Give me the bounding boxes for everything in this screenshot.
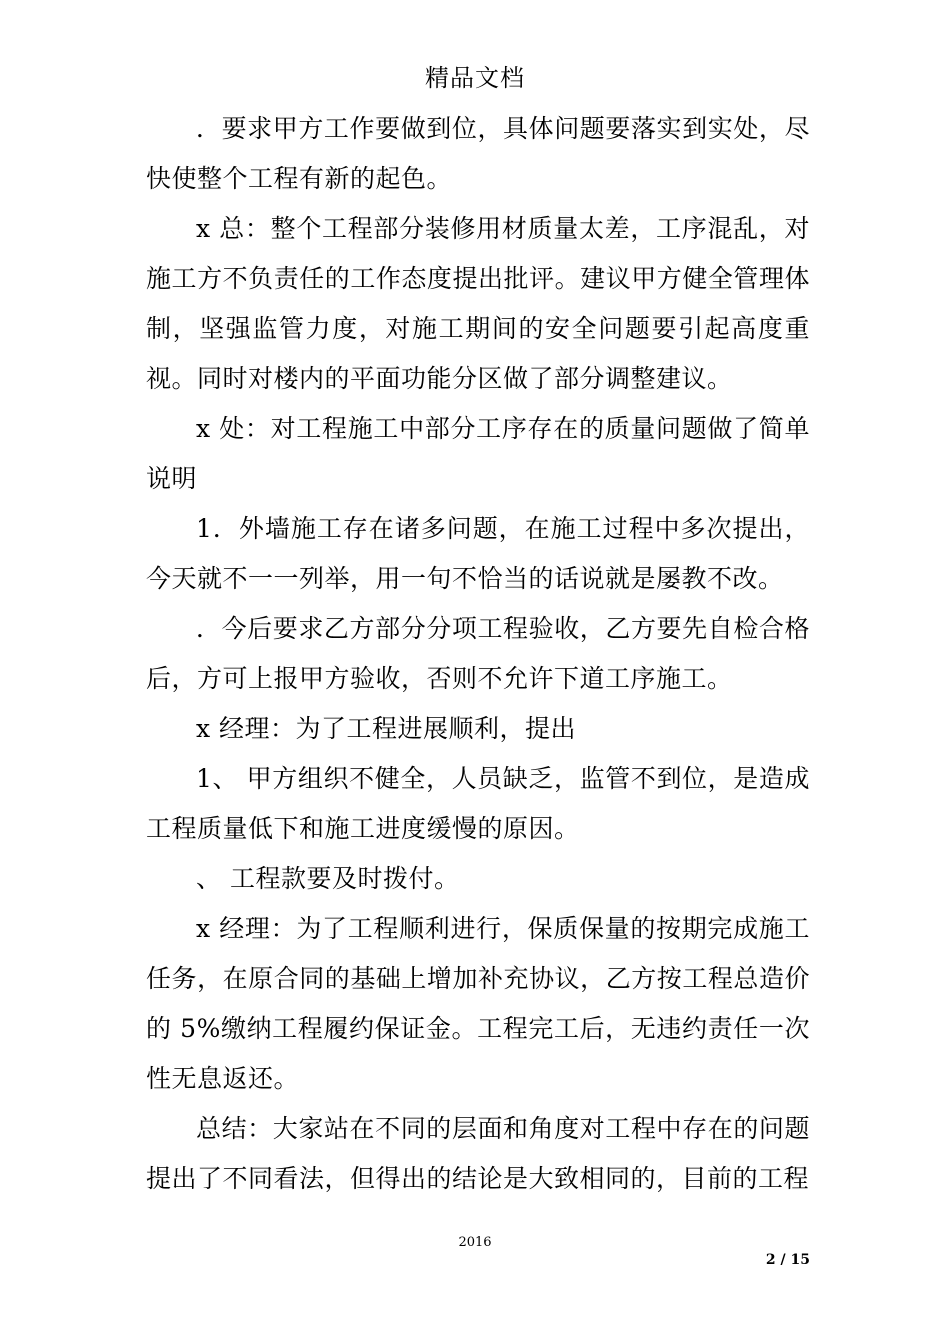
- paragraph: 总结：大家站在不同的层面和角度对工程中存在的问题提出了不同看法，但得出的结论是大致相同的，目前的工程: [146, 1114, 810, 1193]
- document-body: [146, 104, 810, 1204]
- page-header-title: 精品文档: [425, 64, 525, 92]
- paragraph: x 经理：为了工程顺利进行，保质保量的按期完成施工任务，在原合同的基础上增加补充协议，乙方按工程总造价的 5%缴纳工程履约保证金。工程完工后，无违约责任一次性无息返还。: [146, 914, 810, 1093]
- paragraph: 、 工程款要及时拨付。: [196, 864, 460, 893]
- footer-year: 2016: [458, 1235, 492, 1250]
- paragraph: ．要求甲方工作要做到位，具体问题要落实到实处，尽快使整个工程有新的起色。: [146, 114, 810, 193]
- paragraph: x 总：整个工程部分装修用材质量太差，工序混乱，对施工方不负责任的工作态度提出批评。建议甲方健全管理体制，坚强监管力度，对施工期间的安全问题要引起高度重视。同时对楼内的平面功能分区做了部分调整建议。: [146, 214, 810, 393]
- paragraph: x 处：对工程施工中部分工序存在的质量问题做了简单说明: [146, 414, 810, 493]
- paragraph: ．今后要求乙方部分分项工程验收，乙方要先自检合格后，方可上报甲方验收，否则不允许下道工序施工。: [146, 614, 810, 693]
- page-number: 2 / 15: [765, 1252, 810, 1268]
- paragraph: x 经理：为了工程进展顺利，提出: [196, 714, 577, 743]
- paragraph: 1、 甲方组织不健全，人员缺乏，监管不到位，是造成工程质量低下和施工进度缓慢的原因。: [146, 764, 810, 843]
- paragraph: 1．外墙施工存在诸多问题，在施工过程中多次提出，今天就不一一列举，用一句不恰当的话说就是屡教不改。: [146, 514, 810, 593]
